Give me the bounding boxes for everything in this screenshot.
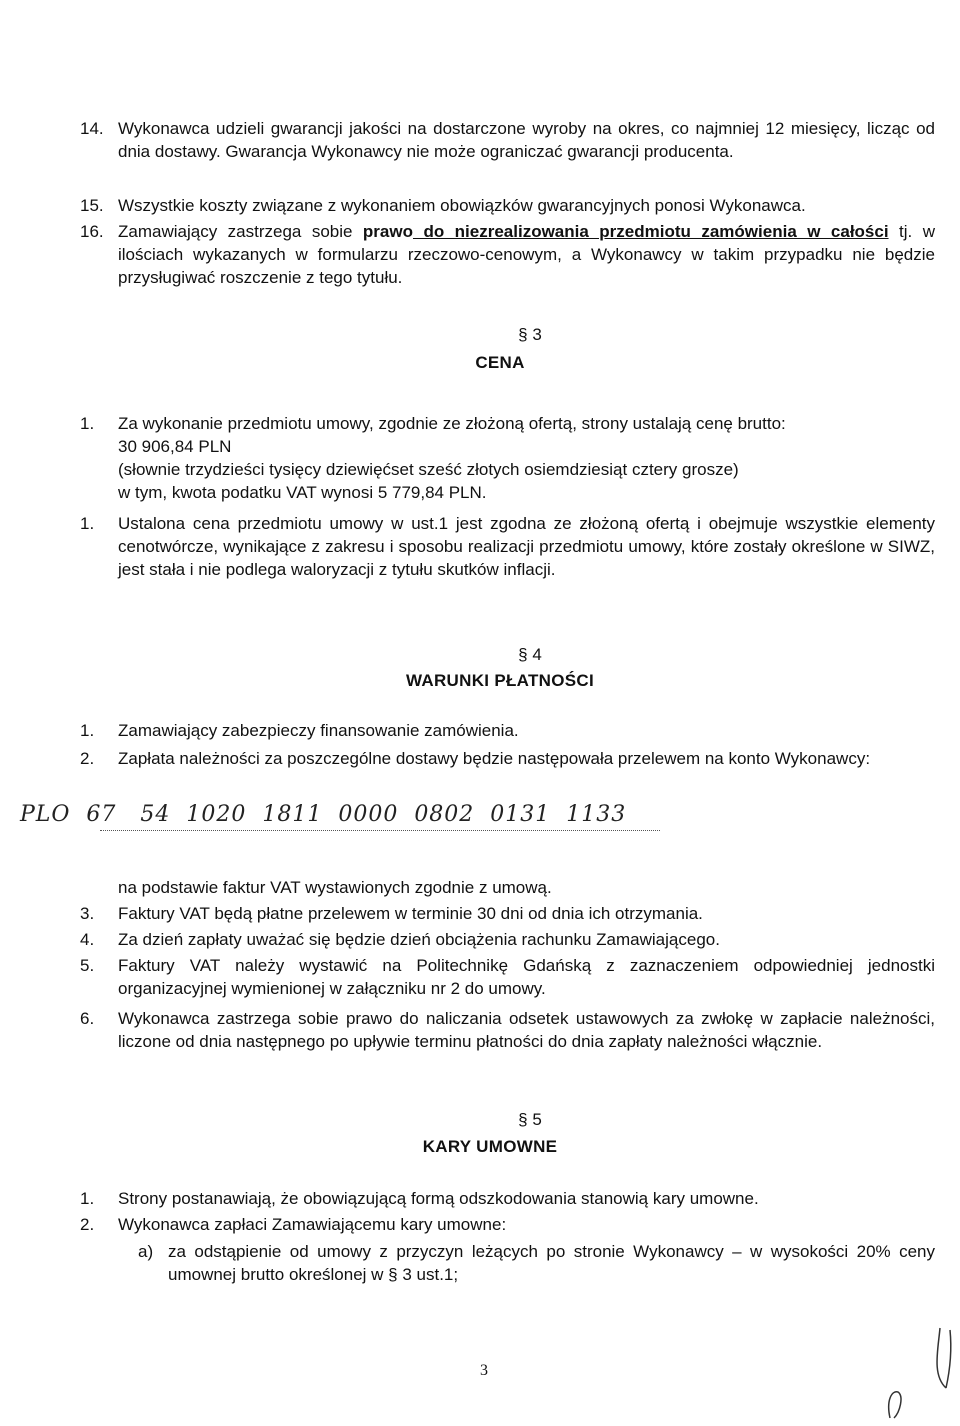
section-4-item-6 (80, 1007, 935, 1053)
section-5-item-2 (80, 1213, 935, 1236)
section-4-symbol: § 4 (518, 645, 542, 664)
section-4-item-4 (80, 928, 935, 951)
section-4-item-2 (80, 747, 935, 770)
item-number: 1. (80, 721, 95, 740)
handwritten-account-number: PLO 67 54 1020 1811 0000 0802 0131 1133 (20, 802, 627, 827)
subitem-text: za odstąpienie od umowy z przyczyn leżących po stronie Wykonawcy – w wysokości 20% ceny umownej brutto określonej w § 3 ust.1; (168, 1242, 935, 1284)
initials-signature-mark (880, 1320, 955, 1420)
item-number: 2. (80, 1215, 95, 1234)
section-3-heading: CENA (475, 353, 525, 372)
paragraph-number: 16. (80, 222, 104, 241)
section-5-subitem-a (138, 1240, 935, 1286)
paragraph-number: 14. (80, 119, 104, 138)
item-text: Strony postanawiają, że obowiązującą formą odszkodowania stanowią kary umowne. (118, 1189, 759, 1208)
paragraph-14 (80, 117, 935, 163)
item-number: 3. (80, 904, 95, 923)
paragraph-text: Wszystkie koszty związane z wykonaniem obowiązków gwarancyjnych ponosi Wykonawca. (118, 196, 806, 215)
section-4-item-5 (80, 954, 935, 1000)
item-text: Faktury VAT należy wystawić na Politechnikę Gdańską z zaznaczeniem odpowiedniej jednostki organizacyjnej wymienionej w załączniku nr 2 do umowy. (118, 956, 935, 998)
price-amount: 30 906,84 PLN (118, 437, 232, 456)
item-number: 1. (80, 414, 95, 433)
item-text (118, 412, 935, 504)
item-number: 5. (80, 956, 95, 975)
item-text: Faktury VAT będą płatne przelewem w terminie 30 dni od dnia ich otrzymania. (118, 904, 703, 923)
item-number: 2. (80, 749, 95, 768)
section-5-symbol: § 5 (518, 1110, 542, 1129)
item-number: 4. (80, 930, 95, 949)
after-account-text: na podstawie faktur VAT wystawionych zgodnie z umową. (118, 878, 552, 897)
page-number: 3 (480, 1362, 488, 1379)
item-number: 6. (80, 1009, 95, 1028)
paragraph-text: Wykonawca udzieli gwarancji jakości na dostarczone wyroby na okres, co najmniej 12 miesięcy, licząc od dnia dostawy. Gwarancja Wykonawcy nie może ograniczać gwarancji producenta. (118, 119, 935, 161)
vat-line: w tym, kwota podatku VAT wynosi 5 779,84 PLN. (118, 483, 487, 502)
item-text: Za dzień zapłaty uważać się będzie dzień obciążenia rachunku Zamawiającego. (118, 930, 720, 949)
paragraph-16 (80, 220, 935, 289)
section-5-item-1 (80, 1187, 935, 1210)
text-fragment: Zamawiający zastrzega sobie (118, 222, 363, 241)
section-4-item-1 (80, 719, 935, 742)
section-4-heading: WARUNKI PŁATNOŚCI (406, 671, 594, 690)
price-words: (słownie trzydzieści tysięcy dziewięćset sześć złotych osiemdziesiąt cztery grosze) (118, 460, 739, 479)
item-text: Zapłata należności za poszczególne dostawy będzie następowała przelewem na konto Wykonawcy: (118, 749, 871, 768)
item-number: 1. (80, 1189, 95, 1208)
item-text: Wykonawca zapłaci Zamawiającemu kary umowne: (118, 1215, 507, 1234)
section-3-symbol: § 3 (518, 325, 542, 344)
paragraph-15 (80, 194, 935, 217)
subitem-letter: a) (138, 1242, 154, 1261)
section-3-item-2 (80, 512, 935, 581)
item-number: 1. (80, 514, 95, 533)
underlined-fragment: do niezrealizowania przedmiotu zamówienia w całości (412, 222, 889, 241)
item-text: Ustalona cena przedmiotu umowy w ust.1 jest zgodna ze złożoną ofertą i obejmuje wszystkie elementy cenotwórcze, wynikające z zakresu i sposobu realizacji przedmiotu umowy, które zostały określone w SIWZ, jest stała i nie podlega waloryzacji z tytułu skutków inflacji. (118, 514, 935, 579)
paragraph-number: 15. (80, 196, 104, 215)
paragraph-text (118, 220, 935, 289)
text-fragment: tj. w ilościach wykazanych w formularzu rzeczowo-cenowym, a Wykonawcy w takim przypadku nie będzie przysługiwać roszczenie z tego tytułu. (118, 222, 935, 287)
section-3-item-1 (80, 412, 935, 504)
section-4-item-3 (80, 902, 935, 925)
section-5-heading: KARY UMOWNE (422, 1137, 558, 1156)
price-line: Za wykonanie przedmiotu umowy, zgodnie ze złożoną ofertą, strony ustalają cenę brutto: (118, 414, 786, 433)
item-text: Zamawiający zabezpieczy finansowanie zamówienia. (118, 721, 519, 740)
bold-fragment: prawo (362, 222, 413, 241)
item-text: Wykonawca zastrzega sobie prawo do naliczania odsetek ustawowych za zwłokę w zapłacie należności, liczone od dnia następnego po upływie terminu płatności do dnia zapłaty należności włącznie. (118, 1009, 935, 1051)
